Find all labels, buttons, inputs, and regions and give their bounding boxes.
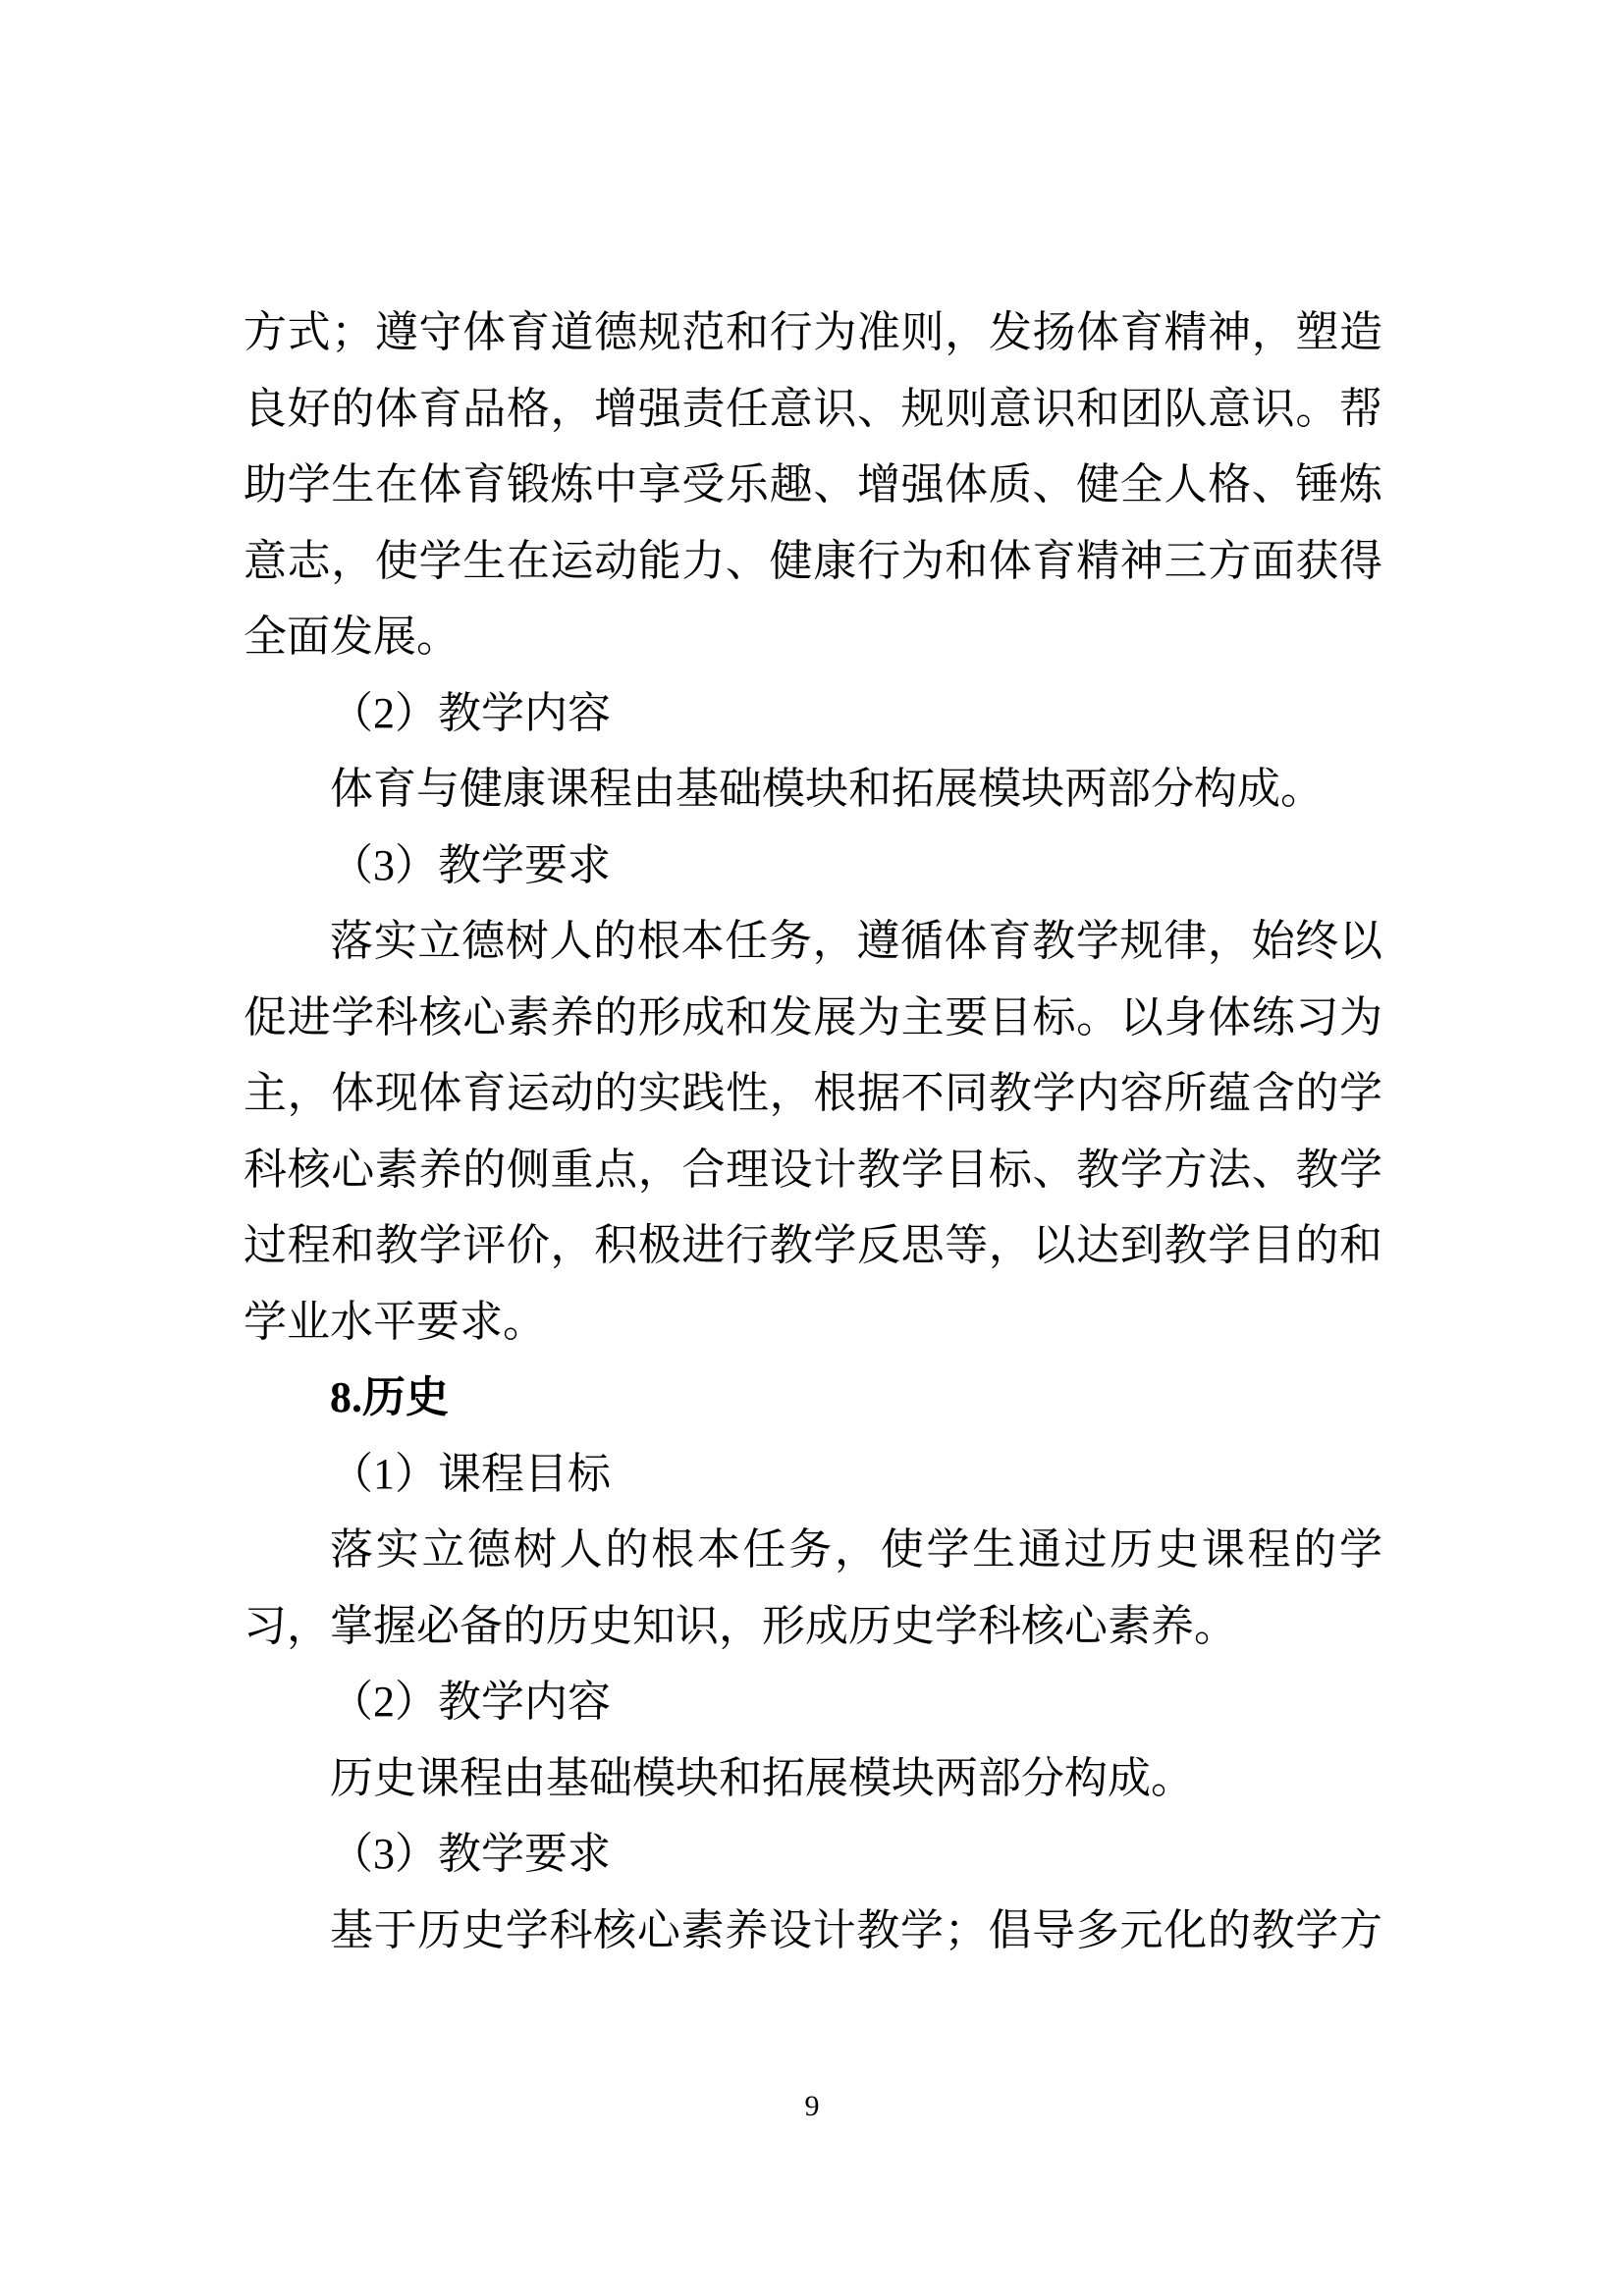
text-line: 良好的体育品格，增强责任意识、规则意识和团队意识。帮 bbox=[244, 384, 1382, 433]
text-line: 历史课程由基础模块和拓展模块两部分构成。 bbox=[330, 1753, 1194, 1802]
text-line: 主，体现体育运动的实践性，根据不同教学内容所蕴含的学 bbox=[244, 1069, 1382, 1117]
text-line: 全面发展。 bbox=[244, 613, 460, 661]
text-line-subsection-3-teaching-requirements: （3）教学要求 bbox=[330, 1830, 611, 1878]
text-line-subsection-2-teaching-content: （2）教学内容 bbox=[330, 688, 611, 737]
text-line: 方式；遵守体育道德规范和行为准则，发扬体育精神，塑造 bbox=[244, 308, 1382, 356]
text-line: 落实立德树人的根本任务，使学生通过历史课程的学 bbox=[330, 1525, 1382, 1574]
text-line: 过程和教学评价，积极进行教学反思等，以达到教学目的和 bbox=[244, 1221, 1382, 1269]
text-line: 意志，使学生在运动能力、健康行为和体育精神三方面获得 bbox=[244, 536, 1382, 585]
text-line: 科核心素养的侧重点，合理设计教学目标、教学方法、教学 bbox=[244, 1145, 1382, 1194]
document-body bbox=[244, 294, 1382, 1968]
text-line: 落实立德树人的根本任务，遵循体育教学规律，始终以 bbox=[330, 917, 1382, 965]
text-line-subsection-3-teaching-requirements: （3）教学要求 bbox=[330, 840, 611, 889]
text-line: 学业水平要求。 bbox=[244, 1297, 546, 1346]
page-number: 9 bbox=[804, 2090, 820, 2122]
text-line: 基于历史学科核心素养设计教学；倡导多元化的教学方 bbox=[330, 1905, 1382, 1954]
text-line-subsection-1-course-goals: （1）课程目标 bbox=[330, 1449, 611, 1498]
text-line: 习，掌握必备的历史知识，形成历史学科核心素养。 bbox=[244, 1601, 1237, 1650]
text-line: 体育与健康课程由基础模块和拓展模块两部分构成。 bbox=[330, 765, 1324, 813]
text-line-subsection-2-teaching-content: （2）教学内容 bbox=[330, 1678, 611, 1726]
text-line: 助学生在体育锻炼中享受乐趣、增强体质、健全人格、锤炼 bbox=[244, 460, 1382, 508]
section-heading-history: 8.历史 bbox=[330, 1373, 449, 1421]
text-line: 促进学科核心素养的形成和发展为主要目标。以身体练习为 bbox=[244, 992, 1382, 1041]
